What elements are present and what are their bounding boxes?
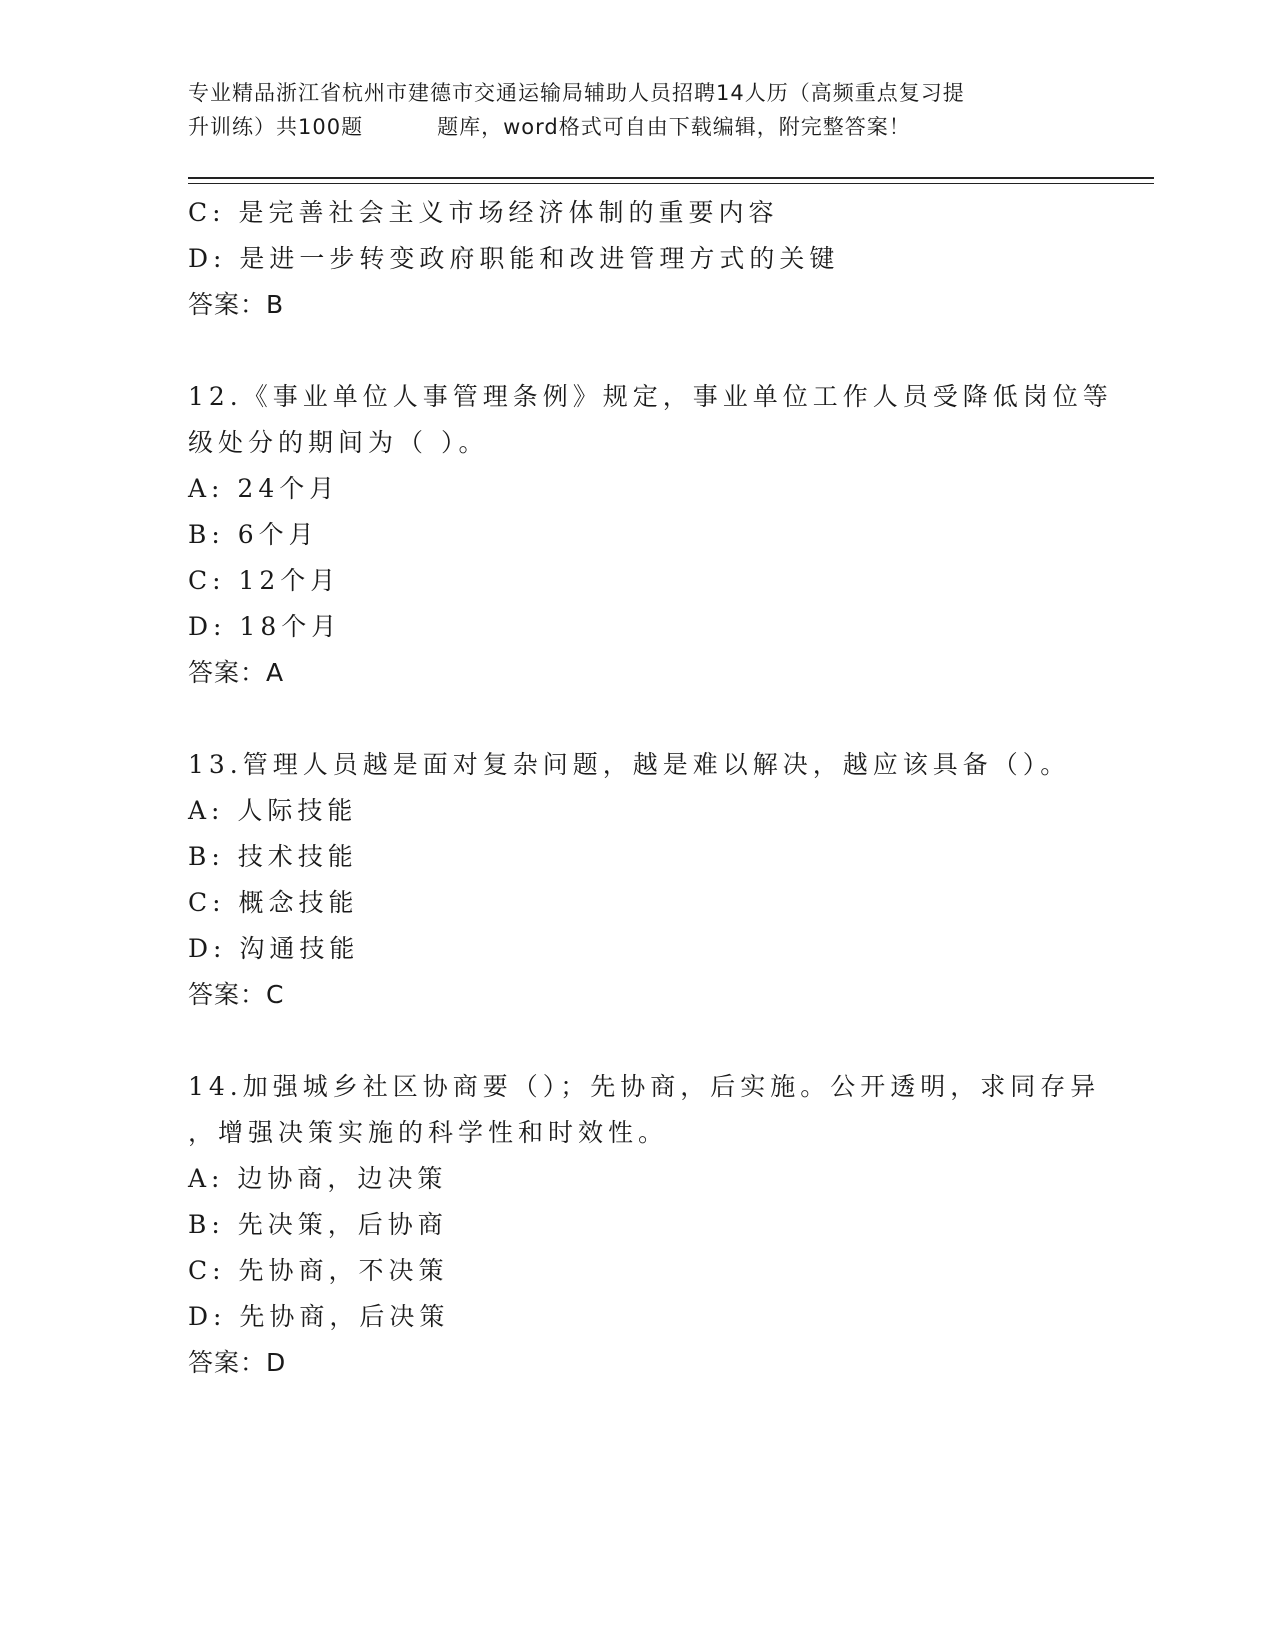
document-header [188,76,1088,144]
header-title-line-2a: 升训练）共100题 [188,115,364,139]
question-spacer [188,696,1088,742]
q14-stem-line-1: 14.加强城乡社区协商要（）；先协商，后实施。公开透明，求同存异 [188,1072,1101,1101]
header-title-line-2 [188,110,1088,144]
q14-option-a: A: 边协商，边决策 [188,1164,448,1193]
header-divider-thin [188,183,1154,184]
q14-stem-line-2: ，增强决策实施的科学性和时效性。 [188,1118,669,1147]
q13-option-a: A: 人际技能 [188,796,358,825]
q14-option-c: C: 先协商，不决策 [188,1256,449,1285]
question-11 [188,190,1088,328]
question-list [188,190,1113,1386]
q12-option-d: D: 18个月 [188,612,342,641]
question-spacer [188,328,1088,374]
q14-option-d: D: 先协商，后决策 [188,1302,450,1331]
q11-answer: 答案：B [188,290,285,319]
question-spacer [188,1018,1088,1064]
q11-option-c: C: 是完善社会主义市场经济体制的重要内容 [188,198,779,227]
q12-option-a: A: 24个月 [188,474,340,503]
q12-option-c: C: 12个月 [188,566,341,595]
q13-option-b: B: 技术技能 [188,842,358,871]
question-14 [188,1064,1101,1386]
header-divider-thick [188,177,1154,179]
q12-stem-line-1: 12.《事业单位人事管理条例》规定，事业单位工作人员受降低岗位等 [188,382,1113,411]
q14-answer: 答案：D [188,1348,287,1377]
header-title-line-2b: 题库，word格式可自由下载编辑，附完整答案！ [437,115,911,139]
q11-option-d: D: 是进一步转变政府职能和改进管理方式的关键 [188,244,840,273]
q12-option-b: B: 6个月 [188,520,319,549]
header-title-line-1: 专业精品浙江省杭州市建德市交通运输局辅助人员招聘14人历（高频重点复习提 [188,81,965,105]
q13-option-c: C: 概念技能 [188,888,359,917]
q13-answer: 答案：C [188,980,285,1009]
question-12 [188,374,1113,696]
q13-option-d: D: 沟通技能 [188,934,360,963]
q12-stem-line-2: 级处分的期间为（ ）。 [188,428,489,457]
q12-answer: 答案：A [188,658,285,687]
q14-option-b: B: 先决策，后协商 [188,1210,448,1239]
q13-stem-line-1: 13.管理人员越是面对复杂问题，越是难以解决，越应该具备（）。 [188,750,1071,779]
question-13 [188,742,1088,1018]
